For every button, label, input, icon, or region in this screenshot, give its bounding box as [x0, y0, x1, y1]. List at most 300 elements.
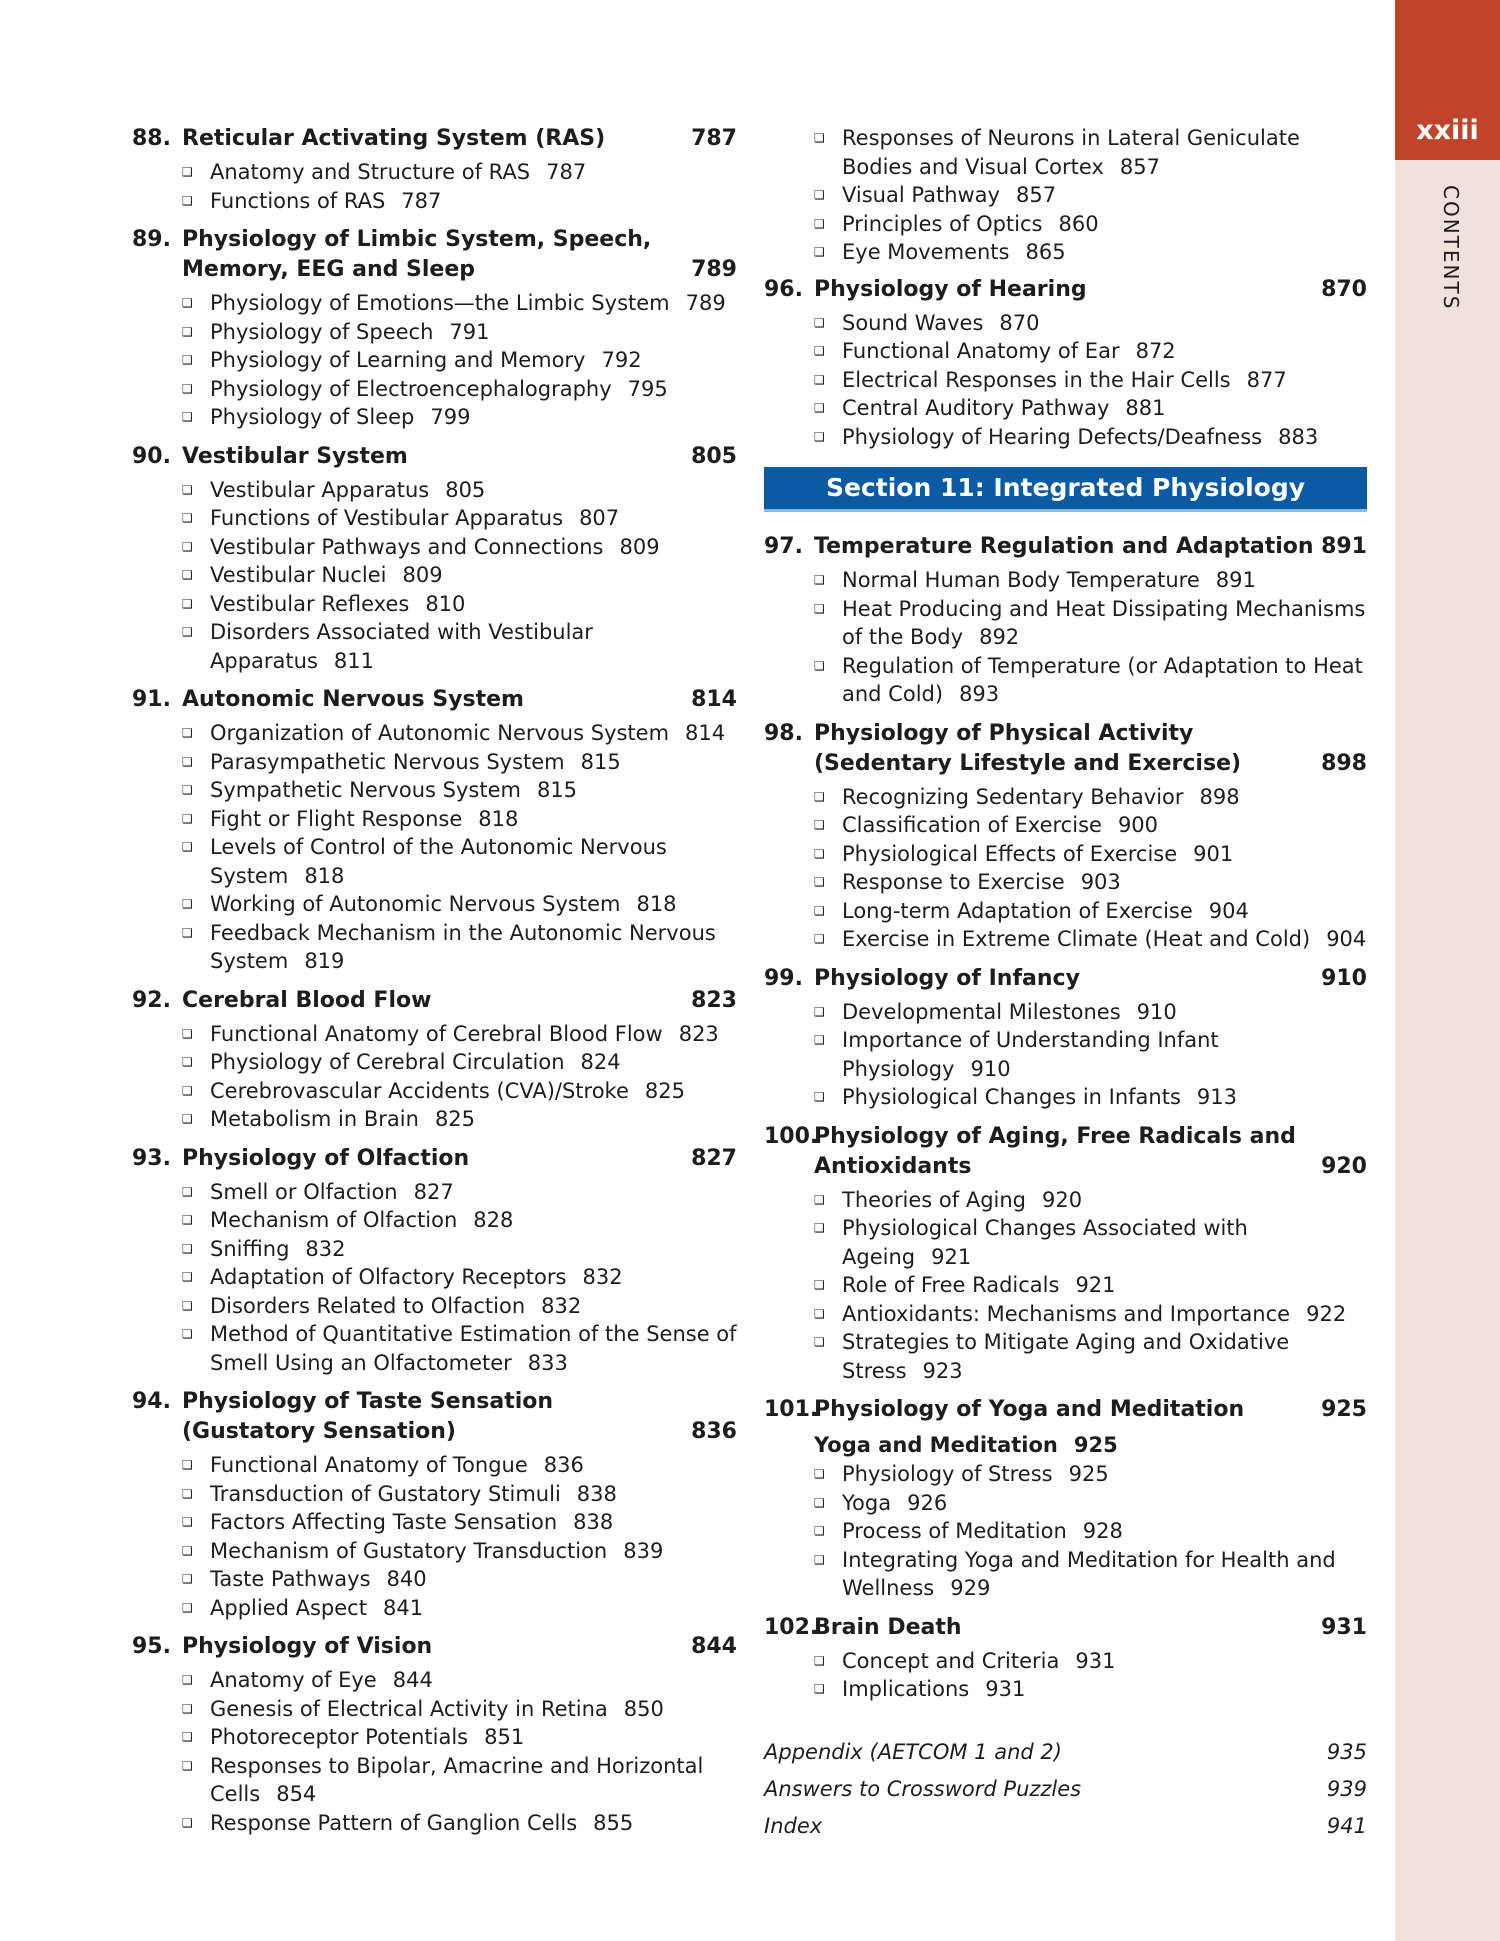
checkbox-bullet-icon: ❑	[182, 1730, 193, 1744]
toc-item[interactable]	[180, 403, 737, 432]
checkbox-bullet-icon: ❑	[182, 1673, 193, 1687]
chapter-heading[interactable]	[764, 275, 1367, 305]
toc-item[interactable]	[812, 1026, 1367, 1083]
item-text	[210, 1565, 737, 1594]
checkbox-bullet-icon: ❑	[814, 1306, 825, 1321]
appendix-list	[764, 1734, 1367, 1845]
item-text	[210, 1263, 737, 1292]
chapter-heading[interactable]	[764, 1613, 1367, 1643]
checkbox-bullet-icon: ❑	[182, 482, 193, 497]
toc-item[interactable]	[180, 1695, 737, 1724]
item-page: 809	[402, 563, 443, 587]
item-text	[842, 423, 1367, 452]
checkbox-bullet-icon: ❑	[182, 324, 193, 339]
item-title: Heat Producing and Heat Dissipating Mechanisms of the Body	[842, 596, 1366, 649]
toc-item[interactable]	[180, 187, 737, 216]
item-page: 795	[627, 376, 668, 401]
item-page: 872	[1135, 339, 1176, 363]
checkbox-bullet-icon: ❑	[182, 1815, 193, 1830]
checkbox-bullet-icon: ❑	[182, 193, 193, 208]
chapter-items	[812, 783, 1367, 954]
toc-item[interactable]	[812, 1489, 1367, 1518]
toc-item[interactable]	[180, 1451, 737, 1480]
chapters-group-b	[764, 532, 1367, 1385]
item-title: Parasympathetic Nervous System	[210, 749, 565, 774]
chapters-group-a	[764, 275, 1367, 452]
item-page: 921	[1075, 1273, 1116, 1297]
checkbox-bullet-icon: ❑	[182, 1327, 193, 1341]
chapter-number: 97.	[764, 534, 803, 559]
toc-item[interactable]	[180, 1480, 737, 1509]
item-page: 818	[636, 892, 677, 916]
toc-item[interactable]	[812, 1460, 1367, 1489]
item-text	[210, 919, 737, 976]
chapter-page: 891	[1321, 534, 1367, 559]
toc-item[interactable]	[812, 238, 1367, 267]
item-text	[210, 187, 737, 216]
item-page: 836	[543, 1453, 584, 1477]
item-page: 931	[985, 1677, 1026, 1701]
item-text	[210, 1723, 737, 1752]
item-text	[842, 124, 1367, 181]
appendix-title: Appendix (AETCOM 1 and 2)	[764, 1739, 1062, 1764]
checkbox-bullet-icon: ❑	[814, 245, 825, 259]
toc-item[interactable]	[812, 1517, 1367, 1546]
item-page: 789	[685, 291, 726, 315]
toc-item[interactable]	[180, 748, 737, 777]
checkbox-bullet-icon: ❑	[814, 1653, 825, 1668]
item-page: 925	[1068, 1462, 1109, 1486]
contents-label: CONTENTS	[1439, 185, 1463, 311]
checkbox-bullet-icon: ❑	[182, 511, 193, 525]
toc-item[interactable]	[180, 318, 737, 347]
toc-item[interactable]	[812, 1186, 1367, 1215]
toc-item[interactable]	[812, 811, 1367, 840]
chapter-heading[interactable]	[132, 1144, 737, 1174]
checkbox-bullet-icon: ❑	[814, 789, 825, 804]
item-title: Physiology of Stress	[842, 1462, 1053, 1486]
item-page: 805	[445, 477, 486, 502]
item-page: 922	[1306, 1301, 1347, 1326]
chapter-number: 99.	[764, 965, 803, 991]
item-text	[842, 1300, 1367, 1329]
item-page: 825	[434, 1107, 476, 1131]
toc-item[interactable]	[180, 833, 737, 890]
item-text	[842, 1675, 1367, 1704]
item-page: 819	[304, 949, 345, 973]
side-tab	[1395, 0, 1500, 92]
toc-item[interactable]	[180, 805, 737, 834]
chapter-title: Autonomic Nervous System	[182, 687, 524, 712]
item-title: Central Auditory Pathway	[842, 396, 1110, 420]
item-page: 891	[1215, 568, 1256, 592]
item-title: Mechanism of Gustatory Transduction	[210, 1538, 608, 1563]
toc-item[interactable]	[812, 181, 1367, 210]
appendix-entry[interactable]	[764, 1808, 1367, 1845]
checkbox-bullet-icon: ❑	[814, 429, 825, 444]
item-title: Applied Aspect	[210, 1595, 367, 1620]
toc-item[interactable]	[180, 1508, 737, 1537]
item-title: Adaptation of Olfactory Receptors	[210, 1265, 567, 1289]
checkbox-bullet-icon: ❑	[814, 875, 825, 889]
toc-item[interactable]	[812, 840, 1367, 869]
item-title: Principles of Optics	[842, 211, 1043, 236]
chapter-heading[interactable]	[132, 442, 737, 472]
checkbox-bullet-icon: ❑	[182, 1543, 193, 1558]
checkbox-bullet-icon: ❑	[182, 1458, 193, 1472]
checkbox-bullet-icon: ❑	[814, 573, 825, 587]
item-title: Long-term Adaptation of Exercise	[842, 898, 1193, 923]
item-page: 857	[1119, 154, 1160, 179]
toc-item[interactable]	[180, 890, 737, 919]
toc-item[interactable]	[812, 1083, 1367, 1112]
toc-item[interactable]	[180, 1320, 737, 1377]
toc-item[interactable]	[180, 1206, 737, 1235]
chapter-items	[180, 1451, 737, 1622]
item-text	[842, 652, 1367, 709]
item-text	[210, 504, 737, 533]
checkbox-bullet-icon: ❑	[182, 1572, 193, 1586]
toc-item[interactable]	[180, 1752, 737, 1809]
chapter-items	[180, 1178, 737, 1378]
item-text	[210, 158, 737, 187]
item-page: 815	[580, 749, 621, 774]
item-text	[210, 1206, 737, 1235]
item-text	[842, 566, 1367, 595]
toc-item[interactable]	[812, 868, 1367, 897]
item-title: Strategies to Mitigate Aging and Oxidative Stress	[842, 1330, 1290, 1383]
toc-item[interactable]	[180, 1048, 737, 1077]
chapter	[764, 1395, 1367, 1603]
item-text	[842, 840, 1367, 869]
item-text	[210, 590, 737, 619]
checkbox-bullet-icon: ❑	[182, 625, 193, 639]
item-title: Factors Affecting Taste Sensation	[210, 1510, 558, 1534]
item-text	[210, 1077, 737, 1106]
item-title: Theories of Aging	[842, 1187, 1026, 1212]
subheading-title: Yoga and Meditation	[814, 1433, 1058, 1457]
chapter-heading[interactable]	[764, 532, 1367, 562]
checkbox-bullet-icon: ❑	[182, 1486, 193, 1501]
item-page: 824	[580, 1050, 621, 1074]
toc-item[interactable]	[180, 289, 737, 318]
toc-item[interactable]	[812, 366, 1367, 395]
item-page: 815	[536, 778, 578, 802]
item-page: 832	[582, 1265, 623, 1289]
chapter-page: 814	[691, 687, 737, 712]
checkbox-bullet-icon: ❑	[182, 1758, 193, 1773]
item-text	[842, 1489, 1367, 1518]
toc-item[interactable]	[180, 1105, 737, 1134]
item-text	[842, 897, 1367, 926]
chapter-number: 90.	[132, 443, 171, 469]
item-page: 807	[579, 506, 620, 530]
item-text	[210, 1537, 737, 1566]
chapter-title: Physiology of Limbic System, Speech, Memory, EEG and Sleep	[182, 227, 652, 282]
chapter-heading[interactable]	[132, 1387, 737, 1447]
item-title: Transduction of Gustatory Stimuli	[210, 1481, 561, 1506]
appendix-page: 941	[1326, 1813, 1367, 1838]
toc-item[interactable]	[812, 566, 1367, 595]
item-text	[210, 1695, 737, 1724]
chapter-subheading[interactable]	[814, 1431, 1367, 1460]
item-page: 823	[678, 1021, 719, 1046]
toc-item[interactable]	[180, 1723, 737, 1752]
item-text	[210, 476, 737, 505]
item-page: 860	[1058, 211, 1099, 236]
appendix-entry[interactable]	[764, 1734, 1367, 1771]
chapter-number: 96.	[764, 276, 803, 302]
checkbox-bullet-icon: ❑	[814, 1495, 825, 1510]
checkbox-bullet-icon: ❑	[182, 539, 193, 554]
item-page: 792	[601, 348, 642, 372]
checkbox-bullet-icon: ❑	[814, 401, 825, 415]
checkbox-bullet-icon: ❑	[182, 568, 193, 582]
item-title: Functional Anatomy of Cerebral Blood Flow	[210, 1021, 663, 1046]
toc-item[interactable]	[180, 533, 737, 562]
chapter-page: 789	[691, 257, 737, 282]
checkbox-bullet-icon: ❑	[814, 658, 825, 673]
toc-item[interactable]	[180, 346, 737, 375]
toc-item[interactable]	[180, 776, 737, 805]
item-title: Functional Anatomy of Ear	[842, 339, 1120, 363]
toc-item[interactable]	[812, 337, 1367, 366]
chapter-title: Physiology of Yoga and Meditation	[814, 1397, 1245, 1422]
toc-item[interactable]	[812, 1546, 1367, 1603]
toc-item[interactable]	[812, 309, 1367, 338]
checkbox-bullet-icon: ❑	[182, 1270, 193, 1284]
checkbox-bullet-icon: ❑	[814, 344, 825, 358]
toc-item[interactable]	[812, 652, 1367, 709]
item-page: 809	[619, 534, 660, 559]
chapter-heading[interactable]	[132, 685, 737, 715]
item-page: 787	[401, 188, 442, 213]
item-title: Feedback Mechanism in the Autonomic Nervous System	[210, 920, 716, 973]
checkbox-bullet-icon: ❑	[182, 840, 193, 854]
checkbox-bullet-icon: ❑	[814, 1335, 825, 1349]
toc-item[interactable]	[180, 590, 737, 619]
toc-item[interactable]	[180, 1537, 737, 1566]
item-text	[842, 1460, 1367, 1489]
chapter-page: 787	[691, 126, 737, 151]
chapter-title: Brain Death	[814, 1614, 962, 1640]
chapter-heading[interactable]	[132, 124, 737, 154]
checkbox-bullet-icon: ❑	[814, 1004, 825, 1019]
item-title: Sympathetic Nervous System	[210, 778, 521, 802]
chapter-title: Physiology of Aging, Free Radicals and Antioxidants	[814, 1123, 1296, 1179]
toc-item[interactable]	[180, 476, 737, 505]
toc-item[interactable]	[180, 1263, 737, 1292]
checkbox-bullet-icon: ❑	[814, 1524, 825, 1538]
item-text	[210, 1320, 737, 1377]
item-page: 928	[1082, 1519, 1123, 1543]
chapter-heading[interactable]	[132, 1632, 737, 1662]
item-title: Smell or Olfaction	[210, 1179, 398, 1204]
continued-items	[812, 124, 1367, 267]
item-title: Physiological Changes Associated with Ageing	[842, 1216, 1248, 1269]
chapter-title: Cerebral Blood Flow	[182, 987, 432, 1013]
toc-item[interactable]	[180, 1666, 737, 1695]
chapter	[764, 532, 1367, 709]
item-text	[210, 833, 737, 890]
checkbox-bullet-icon: ❑	[182, 726, 193, 740]
toc-item[interactable]	[812, 1328, 1367, 1385]
chapter-heading[interactable]	[132, 225, 737, 285]
checkbox-bullet-icon: ❑	[814, 1090, 825, 1104]
item-text	[842, 1026, 1367, 1083]
toc-item[interactable]	[180, 1077, 737, 1106]
toc-item[interactable]	[812, 998, 1367, 1027]
chapter-items	[812, 1186, 1367, 1386]
item-page: 833	[527, 1350, 568, 1375]
appendix-page: 935	[1326, 1739, 1367, 1764]
item-text	[210, 318, 737, 347]
chapter-items	[180, 1666, 737, 1837]
checkbox-bullet-icon: ❑	[182, 296, 193, 310]
chapter-number: 94.	[132, 1389, 171, 1414]
toc-item[interactable]	[180, 1292, 737, 1321]
toc-item[interactable]	[180, 158, 737, 187]
toc-item[interactable]	[812, 1675, 1367, 1704]
toc-item[interactable]	[812, 124, 1367, 181]
item-page: 814	[685, 721, 726, 745]
item-title: Process of Meditation	[842, 1519, 1067, 1543]
item-text	[210, 289, 737, 318]
checkbox-bullet-icon: ❑	[182, 811, 193, 826]
chapter	[132, 1632, 737, 1837]
toc-item[interactable]	[180, 1235, 737, 1264]
toc-item[interactable]	[180, 504, 737, 533]
item-text	[842, 1647, 1367, 1676]
checkbox-bullet-icon: ❑	[814, 932, 825, 946]
appendix-title: Answers to Crossword Puzzles	[764, 1776, 1082, 1801]
item-page: 901	[1193, 841, 1234, 866]
toc-item[interactable]	[180, 618, 737, 675]
item-page: 913	[1196, 1085, 1237, 1109]
chapter-title: Physiology of Infancy	[814, 965, 1080, 991]
item-page: 883	[1278, 424, 1319, 449]
chapter-page: 805	[691, 443, 737, 469]
item-title: Physiology of Speech	[210, 319, 434, 344]
toc-item[interactable]	[180, 1809, 737, 1838]
toc-item[interactable]	[812, 1214, 1367, 1271]
item-title: Eye Movements	[842, 240, 1010, 264]
toc-item[interactable]	[812, 394, 1367, 423]
item-title: Physiology of Sleep	[210, 405, 415, 429]
toc-item[interactable]	[180, 919, 737, 976]
item-page: 898	[1199, 784, 1240, 809]
item-text	[842, 1271, 1367, 1300]
item-title: Sniffing	[210, 1236, 290, 1261]
toc-item[interactable]	[812, 1647, 1367, 1676]
item-title: Anatomy and Structure of RAS	[210, 160, 531, 184]
chapter-heading[interactable]	[764, 719, 1367, 779]
item-text	[842, 868, 1367, 897]
chapter-title: Physiology of Olfaction	[182, 1145, 470, 1171]
chapter-items	[180, 289, 737, 432]
item-title: Recognizing Sedentary Behavior	[842, 784, 1184, 809]
checkbox-bullet-icon: ❑	[182, 1241, 193, 1256]
toc-item[interactable]	[812, 897, 1367, 926]
item-page: 791	[449, 319, 490, 344]
item-page: 910	[970, 1056, 1011, 1081]
item-page: 870	[999, 310, 1040, 335]
toc-item[interactable]	[180, 1178, 737, 1207]
item-page: 811	[333, 648, 374, 673]
item-page: 923	[922, 1358, 963, 1383]
toc-item[interactable]	[180, 1565, 737, 1594]
chapter	[132, 1387, 737, 1622]
item-text	[842, 1214, 1367, 1271]
toc-item[interactable]	[180, 1594, 737, 1623]
chapter-heading[interactable]	[764, 1122, 1367, 1182]
chapter-items	[812, 1460, 1367, 1603]
chapter-heading[interactable]	[764, 964, 1367, 994]
item-text	[842, 337, 1367, 366]
item-title: Functional Anatomy of Tongue	[210, 1453, 528, 1477]
item-text	[210, 1666, 737, 1695]
toc-item[interactable]	[180, 375, 737, 404]
item-title: Physiology of Cerebral Circulation	[210, 1050, 565, 1074]
item-page: 827	[413, 1179, 454, 1204]
toc-item[interactable]	[812, 925, 1367, 954]
toc-item[interactable]	[180, 1020, 737, 1049]
chapter-page: 925	[1321, 1397, 1367, 1422]
item-title: Antioxidants: Mechanisms and Importance	[842, 1301, 1291, 1326]
toc-item[interactable]	[812, 783, 1367, 812]
toc-item[interactable]	[812, 423, 1367, 452]
checkbox-bullet-icon: ❑	[814, 1278, 825, 1292]
checkbox-bullet-icon: ❑	[182, 1600, 193, 1615]
toc-item[interactable]	[180, 561, 737, 590]
toc-item[interactable]	[180, 719, 737, 748]
checkbox-bullet-icon: ❑	[814, 601, 825, 616]
checkbox-bullet-icon: ❑	[182, 783, 193, 797]
checkbox-bullet-icon: ❑	[814, 1552, 825, 1567]
chapter-items	[812, 566, 1367, 709]
checkbox-bullet-icon: ❑	[182, 353, 193, 367]
item-title: Physiological Effects of Exercise	[842, 841, 1178, 866]
item-page: 929	[950, 1576, 991, 1600]
item-title: Physiology of Electroencephalography	[210, 376, 612, 401]
item-title: Vestibular Nuclei	[210, 563, 387, 587]
item-text	[842, 1546, 1367, 1603]
item-title: Vestibular Apparatus	[210, 477, 430, 502]
item-page: 865	[1025, 240, 1066, 264]
item-title: Sound Waves	[842, 310, 984, 335]
toc-item[interactable]	[812, 210, 1367, 239]
item-title: Photoreceptor Potentials	[210, 1725, 469, 1749]
item-page: 893	[959, 682, 1000, 706]
checkbox-bullet-icon: ❑	[182, 754, 193, 769]
checkbox-bullet-icon: ❑	[182, 1184, 193, 1199]
chapter-heading[interactable]	[764, 1395, 1367, 1425]
item-text	[210, 1235, 737, 1264]
toc-item[interactable]	[812, 1271, 1367, 1300]
chapter-page: 931	[1321, 1614, 1367, 1640]
toc-item[interactable]	[812, 1300, 1367, 1329]
chapter-heading[interactable]	[132, 986, 737, 1016]
toc-item[interactable]	[812, 595, 1367, 652]
item-title: Classification of Exercise	[842, 813, 1102, 837]
item-text	[210, 618, 737, 675]
appendix-entry[interactable]	[764, 1771, 1367, 1808]
chapter-number: 89.	[132, 227, 171, 252]
chapter-102	[764, 1613, 1367, 1704]
chapter-page: 836	[691, 1419, 737, 1444]
chapter-page: 920	[1321, 1153, 1367, 1179]
chapter-page: 870	[1321, 276, 1367, 302]
